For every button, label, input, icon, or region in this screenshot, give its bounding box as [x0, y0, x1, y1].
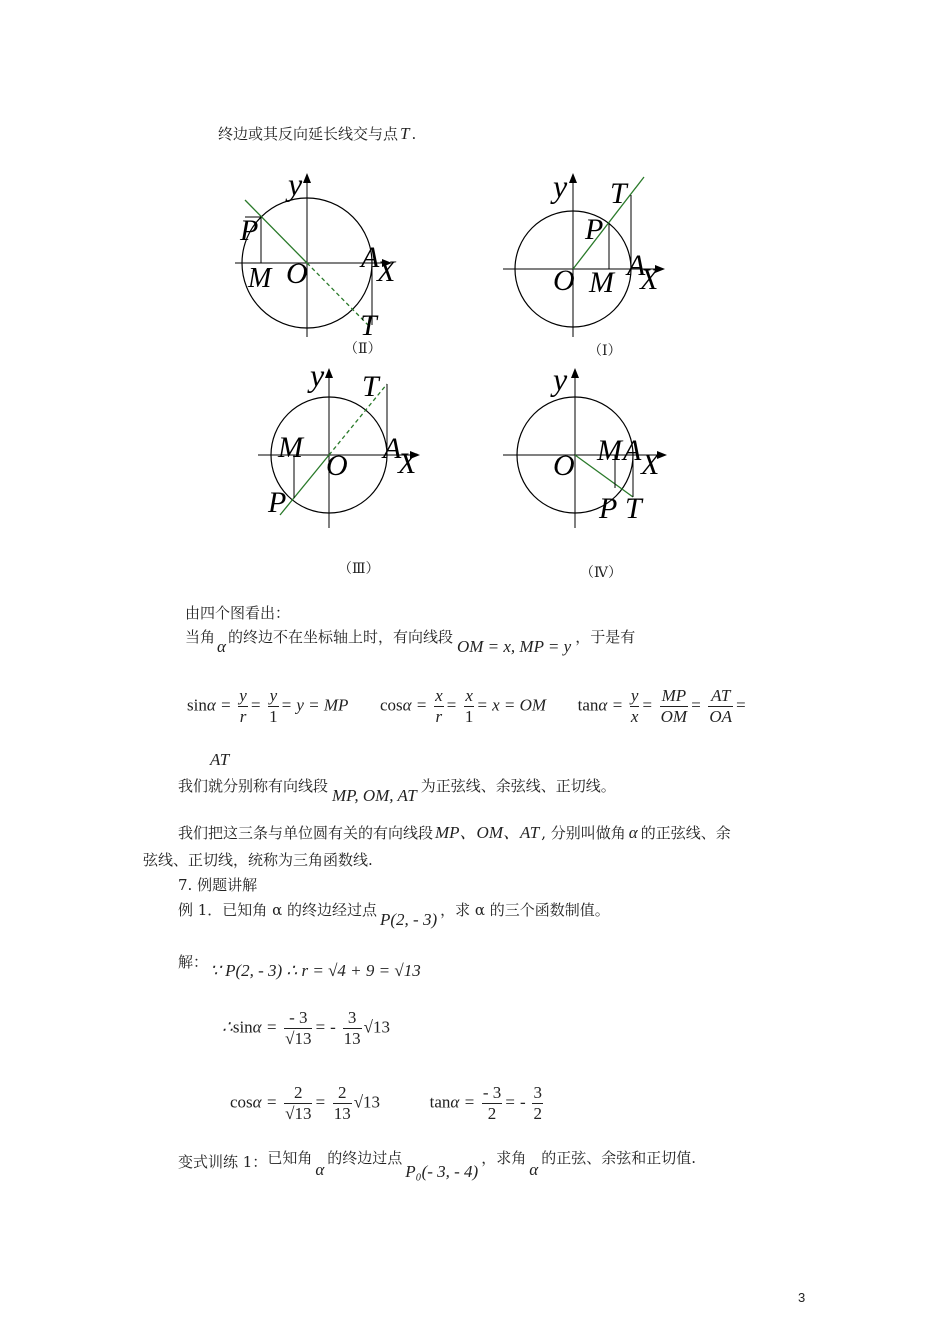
label-x: X — [398, 447, 417, 480]
label-x: X — [640, 263, 659, 296]
example-1: 例 1．已知角 α 的终边经过点 P(2, - 3) ，求 α 的三个函数制值。 — [178, 901, 610, 929]
line-conclusion-intro: 由四个图看出： — [185, 604, 291, 622]
label-A: A — [623, 434, 642, 467]
label-y: y — [553, 168, 568, 204]
solution-line-1: ∵ P(2, - 3) ∴ r = √4 + 9 = √13 — [210, 961, 421, 980]
label-O: O — [553, 449, 575, 482]
label-A: A — [361, 241, 380, 274]
label-x: X — [641, 448, 660, 481]
label-P: P — [585, 213, 604, 246]
formula-row: sinα = $\frac{y}{r}$ = $\frac{y}{1}$ = y = MP cosα = $\frac{x}{r}$ = $\frac{x}{1}$ = x = OM tanα = $\frac{y}{x}$ = $\frac{MP}{OM}$ = $\frac{AT}{OA}$ = — [187, 686, 747, 726]
caption-II: （Ⅱ） — [344, 341, 382, 357]
line-trig-lines: 我们把这三条与单位圆有关的有向线段 MP、OM、AT , 分别叫做角 α 的正弦线、余 — [178, 823, 731, 842]
label-M: M — [589, 266, 614, 299]
label-T: T — [362, 370, 379, 403]
caption-III: （Ⅲ） — [338, 561, 380, 577]
label-M: M — [248, 263, 272, 294]
label-P: P — [599, 492, 618, 525]
label-A: A — [383, 432, 402, 465]
label-M: M — [597, 434, 622, 467]
label-T: T — [625, 492, 642, 525]
diagram-quadrant-4 — [495, 360, 685, 535]
label-A: A — [627, 249, 646, 282]
diagram-quadrant-3 — [250, 360, 430, 535]
diagram-quadrant-2 — [230, 165, 420, 345]
formula-at: AT — [210, 750, 230, 769]
caption-I: （Ⅰ） — [588, 343, 622, 359]
line-definition: 当角 α 的终边不在坐标轴上时，有向线段 OM = x, MP = y ，于是有 — [185, 628, 636, 656]
label-M: M — [278, 431, 303, 464]
caption-IV: （Ⅳ） — [580, 565, 622, 581]
diagram-quadrant-1 — [495, 165, 685, 345]
label-y: y — [310, 360, 325, 393]
label-y: y — [288, 166, 303, 202]
label-P: P — [240, 214, 259, 247]
page-number: 3 — [798, 1290, 806, 1305]
line-lines-naming: 我们就分别称有向线段 MP, OM, AT 为正弦线、余弦线、正切线。 — [178, 777, 616, 805]
solution-sin: ∴sinα = $\frac{- 3}{√13}$ = - $\frac{3}{13}$ √13 — [222, 1008, 390, 1048]
label-P: P — [268, 486, 287, 519]
label-T: T — [610, 177, 627, 210]
exercise-1: 变式训练 1：已知角α的终边过点P₀(- 3, - 4)，求角α的正弦、余弦和正切值. — [178, 1149, 696, 1181]
section-heading: 7. 例题讲解 — [178, 876, 258, 894]
label-x: X — [377, 255, 396, 288]
solution-label: 解： — [178, 953, 209, 971]
line-trig-lines-cont: 弦线、正切线，统称为三角函数线. — [143, 851, 373, 869]
label-O: O — [553, 264, 575, 297]
label-O: O — [326, 449, 348, 482]
intro-line: 终边或其反向延长线交与点 T . — [218, 124, 417, 143]
label-y: y — [553, 361, 568, 397]
solution-cos-tan: cosα = $\frac{2}{√13}$ = $\frac{2}{13}$ √13 tanα = $\frac{- 3}{2}$ = - $\frac{3}{2}$ — [230, 1083, 542, 1123]
label-O: O — [286, 257, 308, 290]
label-T: T — [360, 309, 377, 342]
